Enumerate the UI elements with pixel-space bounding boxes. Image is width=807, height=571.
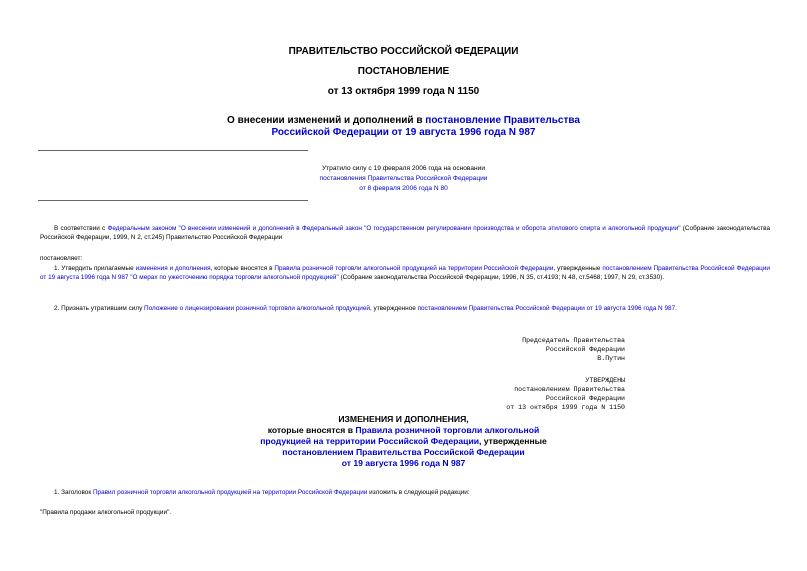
- approval-heading: УТВЕРЖДЕНЫ: [585, 377, 625, 384]
- licensing-regulation-link[interactable]: Положение о лицензировании розничной торговли алкогольной продукцией: [144, 305, 370, 312]
- item-1-text-3: , утвержденные: [553, 265, 603, 272]
- resolution-987-link-2[interactable]: постановлением Правительства Российской Федерации от 19 августа 1996 года N 987: [417, 305, 676, 312]
- annulment-text: Утратило силу с 19 февраля 2006 года на основании: [321, 165, 486, 172]
- signature-block: [522, 336, 625, 363]
- title-link[interactable]: постановление Правительства: [425, 115, 580, 126]
- signature-name: В.Путин: [597, 355, 625, 362]
- changes-heading-line3: , утвержденные: [479, 436, 547, 446]
- title-prefix: О внесении изменений и дополнений в: [227, 115, 426, 126]
- change-1-paragraph: [40, 488, 770, 497]
- approval-line-2: постановлением Правительства: [514, 386, 625, 393]
- divider-bottom: [38, 200, 308, 201]
- changes-rules-link[interactable]: Правила розничной торговли алкогольной: [355, 425, 540, 435]
- changes-resolution-link[interactable]: постановлением Правительства Российской Федерации: [282, 447, 525, 457]
- measures-link[interactable]: "О мерах по ужесточению порядка торговли алкогольной продукцией": [130, 274, 339, 281]
- item-1-text: 1. Утвердить прилагаемые: [54, 265, 136, 272]
- changes-heading-line1: ИЗМЕНЕНИЯ И ДОПОЛНЕНИЯ,: [338, 414, 469, 424]
- item-1-text-2: , которые вносятся в: [210, 265, 275, 272]
- item-2-paragraph: [40, 304, 770, 313]
- change-1-text-end: изложить в следующей редакции:: [367, 489, 470, 496]
- preamble-paragraph: [40, 224, 770, 242]
- government-heading: ПРАВИТЕЛЬСТВО РОССИЙСКОЙ ФЕДЕРАЦИИ: [288, 46, 519, 57]
- change-1-rules-link[interactable]: Правил розничной торговли алкогольной продукцией на территории Российской Федерации: [92, 489, 368, 496]
- changes-heading: [0, 414, 807, 469]
- item-2-text-2: , утвержденное: [369, 305, 418, 312]
- title-link-line2[interactable]: Российской Федерации от 19 августа 1996 года N 987: [271, 127, 536, 138]
- changes-link[interactable]: изменения и дополнения: [135, 265, 211, 272]
- annulment-link[interactable]: постановления Правительства Российской Федерации: [319, 175, 488, 182]
- change-1-text: 1. Заголовок: [54, 489, 93, 496]
- change-1-quote: "Правила продажи алкогольной продукции".: [40, 509, 172, 516]
- decides-label: постановляет:: [40, 255, 83, 262]
- approval-block: [506, 376, 625, 412]
- preamble-text: В соответствии с: [54, 225, 108, 232]
- item-2-text: 2. Признать утратившим силу: [54, 305, 145, 312]
- annulment-link-date[interactable]: от 8 февраля 2006 года N 80: [359, 185, 448, 192]
- rules-link[interactable]: Правила розничной торговли алкогольной продукцией на территории Российской Федерации: [274, 265, 554, 272]
- divider-top: [38, 150, 308, 151]
- signature-country: Российской Федерации: [545, 346, 625, 353]
- document-title: [0, 115, 807, 139]
- resolution-987-link[interactable]: постановлением Правительства Российской Федерации от 19 августа 1996 года N 987: [40, 265, 770, 281]
- approval-date: от 13 октября 1999 года N 1150: [506, 404, 625, 411]
- item-2-text-end: .: [675, 305, 677, 312]
- changes-heading-line2: которые вносятся в: [267, 425, 356, 435]
- changes-resolution-date-link[interactable]: от 19 августа 1996 года N 987: [341, 458, 466, 468]
- preamble-text-end: (Собрание законодательства Российской Федерации, 1999, N 2, ст.245) Правительство Российской Федерации: [40, 225, 770, 241]
- item-1-text-end: (Собрание законодательства Российской Федерации, 1996, N 35, ст.4193; N 48, ст.5468; 1997, N 29, ст.3530).: [338, 274, 665, 281]
- approval-line-3: Российской Федерации: [545, 395, 625, 402]
- changes-rules-link-2[interactable]: продукцией на территории Российской Федерации: [260, 436, 480, 446]
- signature-title: Председатель Правительства: [522, 337, 625, 344]
- annulment-note: [0, 164, 807, 194]
- federal-law-link[interactable]: Федеральным законом "О внесении изменений и дополнений в Федеральный закон "О государственном регулировании производства и оборота этилового спирта и алкогольной продукции": [107, 225, 681, 232]
- item-1-paragraph: [40, 264, 770, 282]
- document-date: от 13 октября 1999 года N 1150: [327, 86, 480, 97]
- document-type: ПОСТАНОВЛЕНИЕ: [357, 66, 450, 77]
